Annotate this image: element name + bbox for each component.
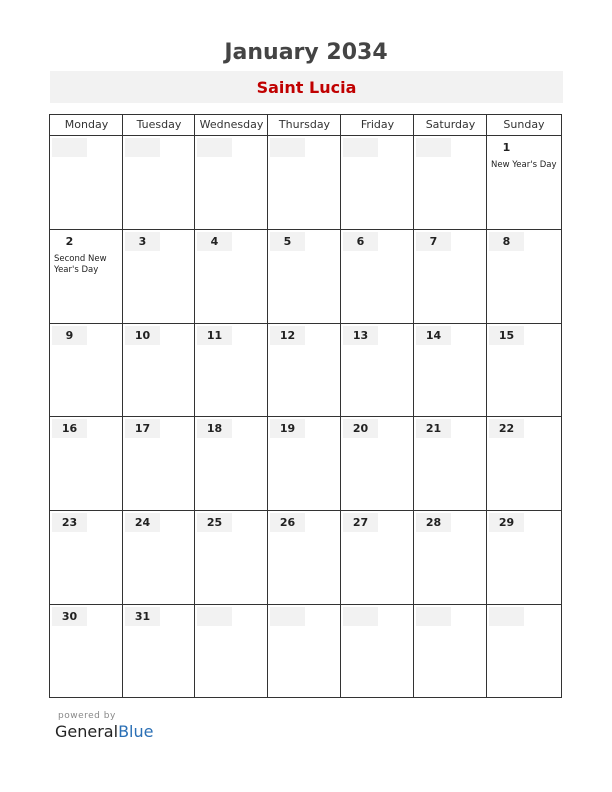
weekday-header: Saturday xyxy=(425,118,476,131)
day-number-box xyxy=(416,419,451,438)
day-number xyxy=(416,607,451,626)
day-number-box xyxy=(343,513,378,532)
day-number xyxy=(270,607,305,626)
day-number-box xyxy=(125,419,160,438)
day-cell[interactable] xyxy=(123,511,195,605)
weekday-header: Thursday xyxy=(278,118,331,131)
weekday-header: Tuesday xyxy=(136,118,182,131)
day-number-box xyxy=(416,513,451,532)
day-cell[interactable] xyxy=(195,136,268,230)
holiday-label: Second New Year's Day xyxy=(54,253,107,275)
day-number-box xyxy=(52,513,87,532)
day-cell[interactable] xyxy=(50,605,123,699)
country-banner xyxy=(50,71,563,103)
holiday-label: New Year's Day xyxy=(491,160,557,170)
day-cell[interactable] xyxy=(341,136,414,230)
day-cell[interactable] xyxy=(50,324,123,418)
day-number-box xyxy=(197,138,232,157)
day-number-box xyxy=(197,232,232,251)
day-number: 29 xyxy=(498,516,515,530)
day-number-box xyxy=(416,607,451,626)
weekday-header: Wednesday xyxy=(199,118,264,131)
day-cell[interactable] xyxy=(123,605,195,699)
day-number: 24 xyxy=(134,516,151,530)
country-name: Saint Lucia xyxy=(256,78,357,97)
day-cell[interactable] xyxy=(487,605,561,699)
day-number-box xyxy=(416,326,451,345)
calendar-grid xyxy=(49,114,562,698)
day-cell[interactable] xyxy=(414,230,487,324)
day-number: 16 xyxy=(61,422,78,436)
day-number-box xyxy=(197,419,232,438)
day-cell[interactable] xyxy=(414,605,487,699)
day-number: 28 xyxy=(425,516,442,530)
day-number: 14 xyxy=(425,328,442,342)
day-cell[interactable] xyxy=(195,230,268,324)
day-number-box xyxy=(343,138,378,157)
day-number: 23 xyxy=(61,516,78,530)
day-number-box xyxy=(270,419,305,438)
day-cell[interactable] xyxy=(487,136,561,230)
day-number: 9 xyxy=(65,328,74,342)
day-cell[interactable] xyxy=(195,324,268,418)
weekday-header: Sunday xyxy=(503,118,545,131)
day-number: 20 xyxy=(352,422,369,436)
day-cell[interactable] xyxy=(268,605,341,699)
day-cell[interactable] xyxy=(414,417,487,511)
day-number-box xyxy=(270,232,305,251)
day-number: 7 xyxy=(429,234,438,248)
day-cell[interactable] xyxy=(487,511,561,605)
day-number-box xyxy=(343,232,378,251)
day-number-box xyxy=(197,607,232,626)
day-cell[interactable] xyxy=(268,230,341,324)
day-number: 25 xyxy=(206,516,223,530)
day-cell[interactable] xyxy=(123,417,195,511)
day-cell[interactable] xyxy=(123,136,195,230)
day-number: 27 xyxy=(352,516,369,530)
day-number: 4 xyxy=(210,234,219,248)
day-cell[interactable] xyxy=(268,324,341,418)
day-number-box xyxy=(489,419,524,438)
day-number xyxy=(343,607,378,626)
day-number-box xyxy=(489,326,524,345)
day-number: 15 xyxy=(498,328,515,342)
generalblue-logo[interactable] xyxy=(55,722,153,741)
day-number: 12 xyxy=(279,328,296,342)
day-number-box xyxy=(197,513,232,532)
day-number: 22 xyxy=(498,422,515,436)
day-cell[interactable] xyxy=(195,605,268,699)
day-cell[interactable] xyxy=(341,230,414,324)
day-cell[interactable] xyxy=(268,511,341,605)
day-cell[interactable] xyxy=(268,136,341,230)
day-number: 19 xyxy=(279,422,296,436)
day-number-box xyxy=(343,419,378,438)
powered-by-label: powered by xyxy=(58,711,116,721)
day-number-box xyxy=(270,326,305,345)
day-number: 5 xyxy=(283,234,292,248)
day-number-box xyxy=(52,326,87,345)
day-number xyxy=(270,138,305,157)
day-number-box xyxy=(489,513,524,532)
day-number: 26 xyxy=(279,516,296,530)
day-cell[interactable] xyxy=(341,417,414,511)
day-number: 17 xyxy=(134,422,151,436)
day-number-box xyxy=(343,607,378,626)
day-number: 2 xyxy=(65,234,74,248)
day-cell[interactable] xyxy=(341,511,414,605)
day-number-box xyxy=(270,138,305,157)
weekday-header: Friday xyxy=(360,118,395,131)
day-number-box xyxy=(125,513,160,532)
day-number: 10 xyxy=(134,328,151,342)
day-number: 8 xyxy=(502,234,511,248)
day-cell[interactable] xyxy=(123,324,195,418)
day-number-box xyxy=(416,138,451,157)
day-cell[interactable] xyxy=(195,417,268,511)
day-number-box xyxy=(52,607,87,626)
day-number xyxy=(125,138,160,157)
day-cell[interactable] xyxy=(487,230,561,324)
day-cell[interactable] xyxy=(341,324,414,418)
day-number xyxy=(343,138,378,157)
day-number: 13 xyxy=(352,328,369,342)
day-number-box xyxy=(125,138,160,157)
day-number xyxy=(197,607,232,626)
day-cell[interactable] xyxy=(123,230,195,324)
day-number xyxy=(416,138,451,157)
day-number-box xyxy=(270,513,305,532)
day-cell[interactable] xyxy=(50,136,123,230)
day-cell[interactable] xyxy=(487,324,561,418)
day-number-box xyxy=(125,607,160,626)
day-cell[interactable] xyxy=(414,136,487,230)
day-number-box xyxy=(489,138,524,157)
day-number-box xyxy=(125,326,160,345)
weekday-header-row xyxy=(50,115,561,136)
day-number-box xyxy=(125,232,160,251)
day-number-box xyxy=(343,326,378,345)
day-number: 30 xyxy=(61,610,78,623)
day-number xyxy=(52,138,87,157)
day-cell[interactable] xyxy=(50,230,123,324)
day-cell[interactable] xyxy=(341,605,414,699)
day-number-box xyxy=(416,232,451,251)
day-cell[interactable] xyxy=(195,511,268,605)
day-number xyxy=(489,607,524,626)
day-cell[interactable] xyxy=(487,417,561,511)
day-number: 3 xyxy=(138,234,147,248)
day-number-box xyxy=(52,419,87,438)
day-cell[interactable] xyxy=(414,511,487,605)
day-cell[interactable] xyxy=(414,324,487,418)
day-number: 6 xyxy=(356,234,365,248)
day-number: 31 xyxy=(134,610,151,623)
day-number-box xyxy=(52,138,87,157)
logo-text-general: General xyxy=(55,722,119,741)
day-number xyxy=(197,138,232,157)
day-number: 18 xyxy=(206,422,223,436)
day-number: 1 xyxy=(502,141,511,154)
logo-text-blue: Blue xyxy=(118,722,154,741)
day-number-box xyxy=(270,607,305,626)
day-cell[interactable] xyxy=(50,417,123,511)
day-number-box xyxy=(197,326,232,345)
day-cell[interactable] xyxy=(50,511,123,605)
day-number: 21 xyxy=(425,422,442,436)
day-cell[interactable] xyxy=(268,417,341,511)
day-number-box xyxy=(52,232,87,251)
day-number-box xyxy=(489,232,524,251)
weekday-header: Monday xyxy=(64,118,109,131)
day-number: 11 xyxy=(206,328,223,342)
page-title: January 2034 xyxy=(224,40,388,65)
day-number-box xyxy=(489,607,524,626)
